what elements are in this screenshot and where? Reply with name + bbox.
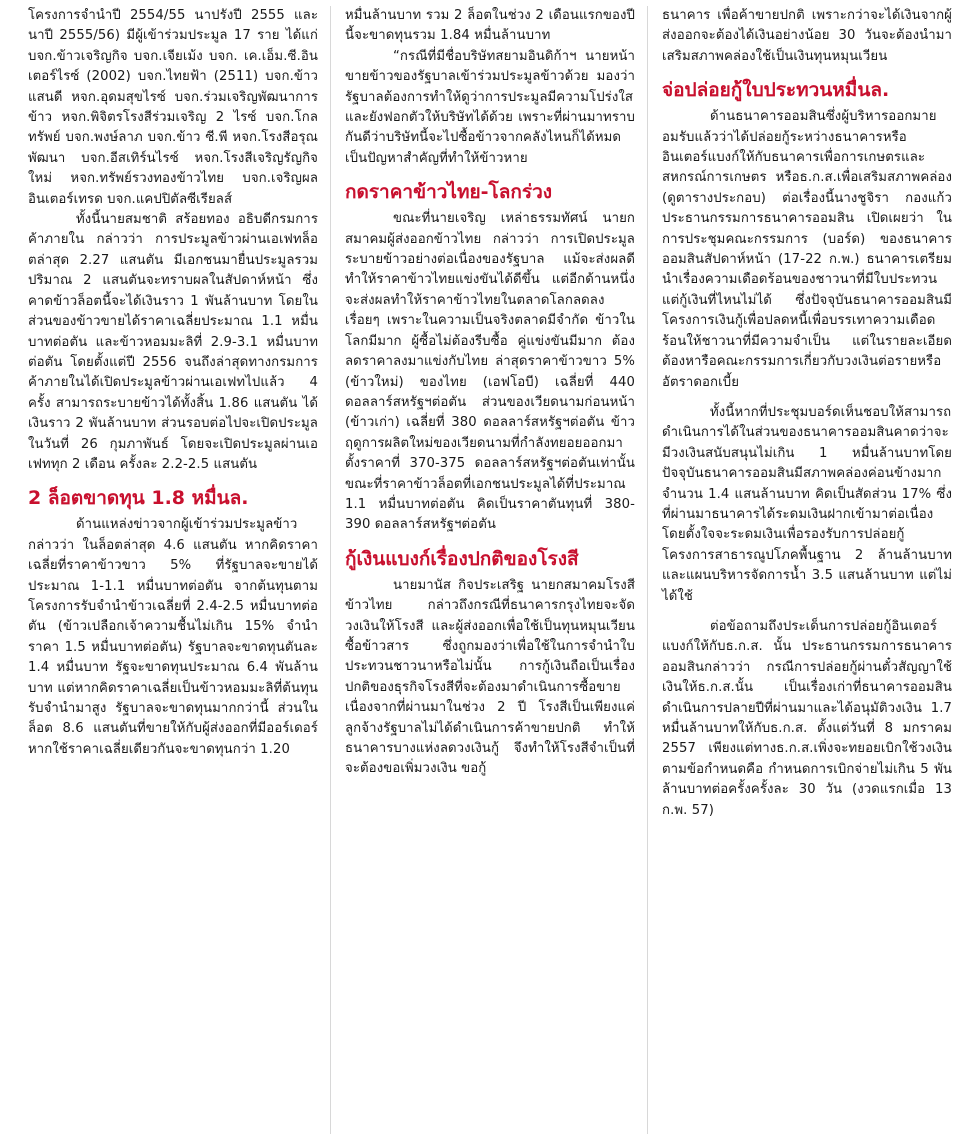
column-2	[330, 6, 647, 1134]
article-paragraph: “กรณีที่มีชื่อบริษัทสยามอินดิก้าฯ นายหน้าขายข้าวของรัฐบาลเข้าร่วมประมูลข้าวด้วย มองว่ารัฐบาลต้องการทำให้ดูว่าการประมูลมีความโปร่งใส และยังฟอกตัวให้บริษัทได้ด้วย เพราะที่ผ่านมาทราบกันดีว่าบริษัทนี้จะไปซื้อข้าวจากคลังไหนก็ได้หมด เป็นปัญหาสำคัญที่ทำให้ข้าวหาย	[345, 48, 635, 166]
article-paragraph: ขณะที่นายเจริญ เหล่าธรรมทัศน์ นายกสมาคมผู้ส่งออกข้าวไทย กล่าวว่า การเปิดประมูลระบายข้าวอย่างต่อเนื่องของรัฐบาล แม้จะส่งผลดีทำให้ราคาข้าวไทยแข่งขันได้ดีขึ้น แต่อีกด้านหนึ่งจะส่งผลทำให้ราคาข้าวไทยในตลาดโลกลดลงเรื่อยๆ เพราะในความเป็นจริงตลาดมีจำกัด ข้าวในโลกมีมาก ผู้ซื้อไม่ต้องรีบซื้อ คู่แข่งขันมีมาก ต้องลดราคาลงมาแข่งกับไทย ล่าสุดราคาข้าวขาว 5% (ข้าวใหม่) ของไทย (เอฟโอบี) เฉลี่ยที่ 440 ดอลลาร์สหรัฐฯต่อตัน ส่วนของเวียดนามก่อนหน้า (ข้าวเก่า) เฉลี่ยที่ 380 ดอลลาร์สหรัฐฯต่อตัน ข้าวฤดูการผลิตใหม่ของเวียดนามที่กำลังทยอยออกมา ตั้งราคาที่ 370-375 ดอลลาร์สหรัฐฯต่อตันเท่านั้น ขณะที่ราคาข้าวล็อตที่เอกชนประมูลได้ที่ประมาณ 1.1 หมื่นบาทต่อตัน คิดเป็นราคาตันทุนที่ 380-390 ดอลลาร์สหรัฐฯต่อตัน	[345, 211, 635, 533]
article-paragraph: ทั้งนี้หากที่ประชุมบอร์ดเห็นชอบให้สามารถดำเนินการได้ในส่วนของธนาคารออมสินคาดว่าจะมีวงเงินสนับสนุนไม่เกิน 1 หมื่นล้านบาทโดยปัจจุบันธนาคารออมสินมีสภาพคล่องค่อนข้างมากจำนวน 1.4 แสนล้านบาท คิดเป็นสัดส่วน 17% ซึ่งที่ผ่านมาธนาคารได้ระดมเงินฝากเข้ามาต่อเนื่องโดยตั้งใจจะระดมเงินเพื่อรองรับการปล่อยกู้โครงการสาธารณูปโภคพื้นฐาน 2 ล้านล้านบาท และแผนบริหารจัดการน้ำ 3.5 แสนล้านบาท แต่ไม่ได้ใช้	[662, 404, 952, 604]
article-paragraph: ด้านแหล่งข่าวจากผู้เข้าร่วมประมูลข้าว กล่าวว่า ในล็อตล่าสุด 4.6 แสนตัน หากคิดราคาเฉลี่ยที่ราคาข้าวขาว 5% ที่รัฐบาลจะขายได้ประมาณ 1-1.1 หมื่นบาทต่อตัน จากต้นทุนตามโครงการรับจำนำข้าวเฉลี่ยที่ 2.4-2.5 หมื่นบาทต่อตัน (ข้าวเปลือกเจ้าความชื้นไม่เกิน 15% จำนำราคา 1.5 หมื่นบาทต่อตัน) รัฐบาลจะขาดทุนตันละ 1.4 หมื่นบาท รัฐจะขาดทุนประมาณ 6.4 พันล้านบาท แต่หากคิดราคาเฉลี่ยเป็นข้าวหอมมะลิที่ต้นทุนรับจำนำมาสูง รัฐบาลจะขาดทุนมากกว่านี้ ส่วนในล็อต 8.6 แสนตันที่ขายให้กับผู้ส่งออกที่มีออร์เดอร์หากใช้ราคาเฉลี่ยเดียวกันจะขาดทุนกว่า 1.20	[28, 517, 318, 757]
section-heading: 2 ล็อตขาดทุน 1.8 หมื่นล.	[28, 487, 249, 510]
section-heading: กดราคาข้าวไทย-โลกร่วง	[345, 181, 553, 204]
article-paragraph: โครงการจำนำปี 2554/55 นาปรังปี 2555 และนาปี 2555/56) มีผู้เข้าร่วมประมูล 17 ราย ได้แก่ บจก.ข้าวเจริญกิจ บจก.เจียเม้ง บจก. เค.เอ็ม.ซี.อินเตอร์ไรซ์ (2002) บจก.ไทยฟ้า (2511) บจก.ข้าวแสนดี หจก.อุดมสุขไรซ์ บจก.ร่วมเจริญพัฒนาการข้าว หจก.พิจิตรโรงสีร่วมเจริญ 2 ไรซ์ บจก.โกลทรัพย์ บจก.พงษ์ลาภ บจก.ข้าว ซี.พี หจก.โรงสีอรุณพัฒนา บจก.อีสเทิร์นไรซ์ หจก.โรงสีเจริญรัญกิจใหม่ หจก.ทรัพย์รวงทองข้าวไทย บจก.เจริญผลอินเตอร์เทรด บจก.แคปปิตัลซีเรียลส์	[28, 8, 318, 207]
article-paragraph: ทั้งนี้นายสมชาติ สร้อยทอง อธิบดีกรมการค้าภายใน กล่าวว่า การประมูลข้าวผ่านเอเฟทล็อตล่าสุด 2.27 แสนตัน มีเอกชนมายื่นประมูลรวมปริมาณ 2 แสนตันจะทราบผลในสัปดาห์หน้า ซึ่งคาดข้าวล็อตนี้จะได้เงินราว 1 พันล้านบาท โดยในส่วนของข้าวขายได้ราคาเฉลี่ยประมาณ 1.1 หมื่นบาทต่อตัน และข้าวหอมมะลิที่ 2.9-3.1 หมื่นบาทต่อตัน โดยตั้งแต่ปี 2556 จนถึงล่าสุดทางกรมการค้าภายในได้เปิดประมูลข้าวผ่านเอเฟทไปแล้ว 4 ครั้ง สามารถระบายข้าวได้ทั้งสิ้น 1.86 แสนตัน ได้เงินราว 2 พันล้านบาท ส่วนรอบต่อไปจะเปิดประมูลในวันที่ 26 กุมภาพันธ์ โดยจะเปิดประมูลผ่านเอเฟททุก 2 เดือน ครั้งละ 2.2-2.5 แสนตัน	[28, 212, 318, 472]
article-paragraph: ด้านธนาคารออมสินซึ่งผู้บริหารออกมายอมรับแล้วว่าได้ปล่อยกู้ระหว่างธนาคารหรืออินเตอร์แบงก์ให้กับธนาคารเพื่อการเกษตรและสหกรณ์การเกษตร หรือธ.ก.ส.เพื่อเสริมสภาพคล่อง (ดูตารางประกอบ) ต่อเรื่องนี้นางชูจิรา กองแก้ว ประธานกรรมการธนาคารออมสิน เปิดเผยว่า ในการประชุมคณะกรรมการ (บอร์ด) ของธนาคารออมสินสัปดาห์หน้า (17-22 ก.พ.) ธนาคารเตรียมนำเรื่องความเดือดร้อนของชาวนาที่มีใบประทวน แต่กู้เงินที่ไหนไม่ได้ ซึ่งปัจจุบันธนาคารออมสินมีโครงการเงินกู้เพื่อปลดหนี้เพื่อบรรเทาความเดือดร้อนให้ชาวนาที่มีความจำเป็น แต่ในรายละเอียดต้องหารือคณะกรรมการเกี่ยวกับวงเงินต่อรายหรืออัตราดอกเบี้ย	[662, 109, 952, 390]
article-paragraph: ธนาคาร เพื่อค้าขายปกติ เพราะกว่าจะได้เงินจากผู้ส่งออกจะต้องได้เงินอย่างน้อย 30 วันจะต้องนำมาเสริมสภาพคล่องใช้เป็นเงินทุนหมุนเวียน	[662, 8, 952, 64]
column-1	[28, 6, 330, 1134]
article-paragraph: ต่อข้อถามถึงประเด็นการปล่อยกู้อินเตอร์แบงก์ให้กับธ.ก.ส. นั้น ประธานกรรมการธนาคารออมสินกล่าวว่า กรณีการปล่อยกู้ผ่านตั๋วสัญญาใช้เงินให้ธ.ก.ส.นั้น เป็นเรื่องเก่าที่ธนาคารออมสินดำเนินการปลายปีที่ผ่านมาและได้อนุมัติวงเงิน 1.7 หมื่นล้านบาทให้กับธ.ก.ส. ตั้งแต่วันที่ 8 มกราคม 2557 เพียงแต่ทางธ.ก.ส.เพิ่งจะทยอยเบิกใช้วงเงินตามข้อกำหนดคือ กำหนดการเบิกจ่ายไม่เกิน 5 พันล้านบาทต่อครั้งครั้งละ 30 วัน (งวดแรกเมื่อ 13 ก.พ. 57)	[662, 618, 952, 818]
column-3	[647, 6, 964, 1134]
article-paragraph: หมื่นล้านบาท รวม 2 ล็อตในช่วง 2 เดือนแรกของปีนี้จะขาดทุนรวม 1.84 หมื่นล้านบาท	[345, 8, 635, 44]
section-heading: กู้เงินแบงก์เรื่องปกติของโรงสี	[345, 547, 579, 570]
article-paragraph: นายมานัส กิจประเสริฐ นายกสมาคมโรงสีข้าวไทย กล่าวถึงกรณีที่ธนาคารกรุงไทยจะจัดวงเงินให้โรงสี และผู้ส่งออกเพื่อใช้เป็นทุนหมุนเวียนซื้อข้าวสาร ซึ่งถูกมองว่าเพื่อใช้ในการจำนำใบประทวนชาวนาหรือไม่นั้น การกู้เงินถือเป็นเรื่องปกติของธุรกิจโรงสีที่จะต้องมาดำเนินการซื้อขาย เนื่องจากที่ผ่านมาในช่วง 2 ปี โรงสีเป็นเพียงแค่ลูกจ้างรัฐบาลไม่ได้ดำเนินการค้าขายปกติ ทำให้ธนาคารบางแห่งลดวงเงินกู้ จึงทำให้โรงสีจำเป็นที่จะต้องขอเพิ่มวงเงิน ขอกู้	[345, 577, 635, 777]
section-heading: จ่อปล่อยกู้ใบประทวนหมื่นล.	[662, 79, 890, 102]
